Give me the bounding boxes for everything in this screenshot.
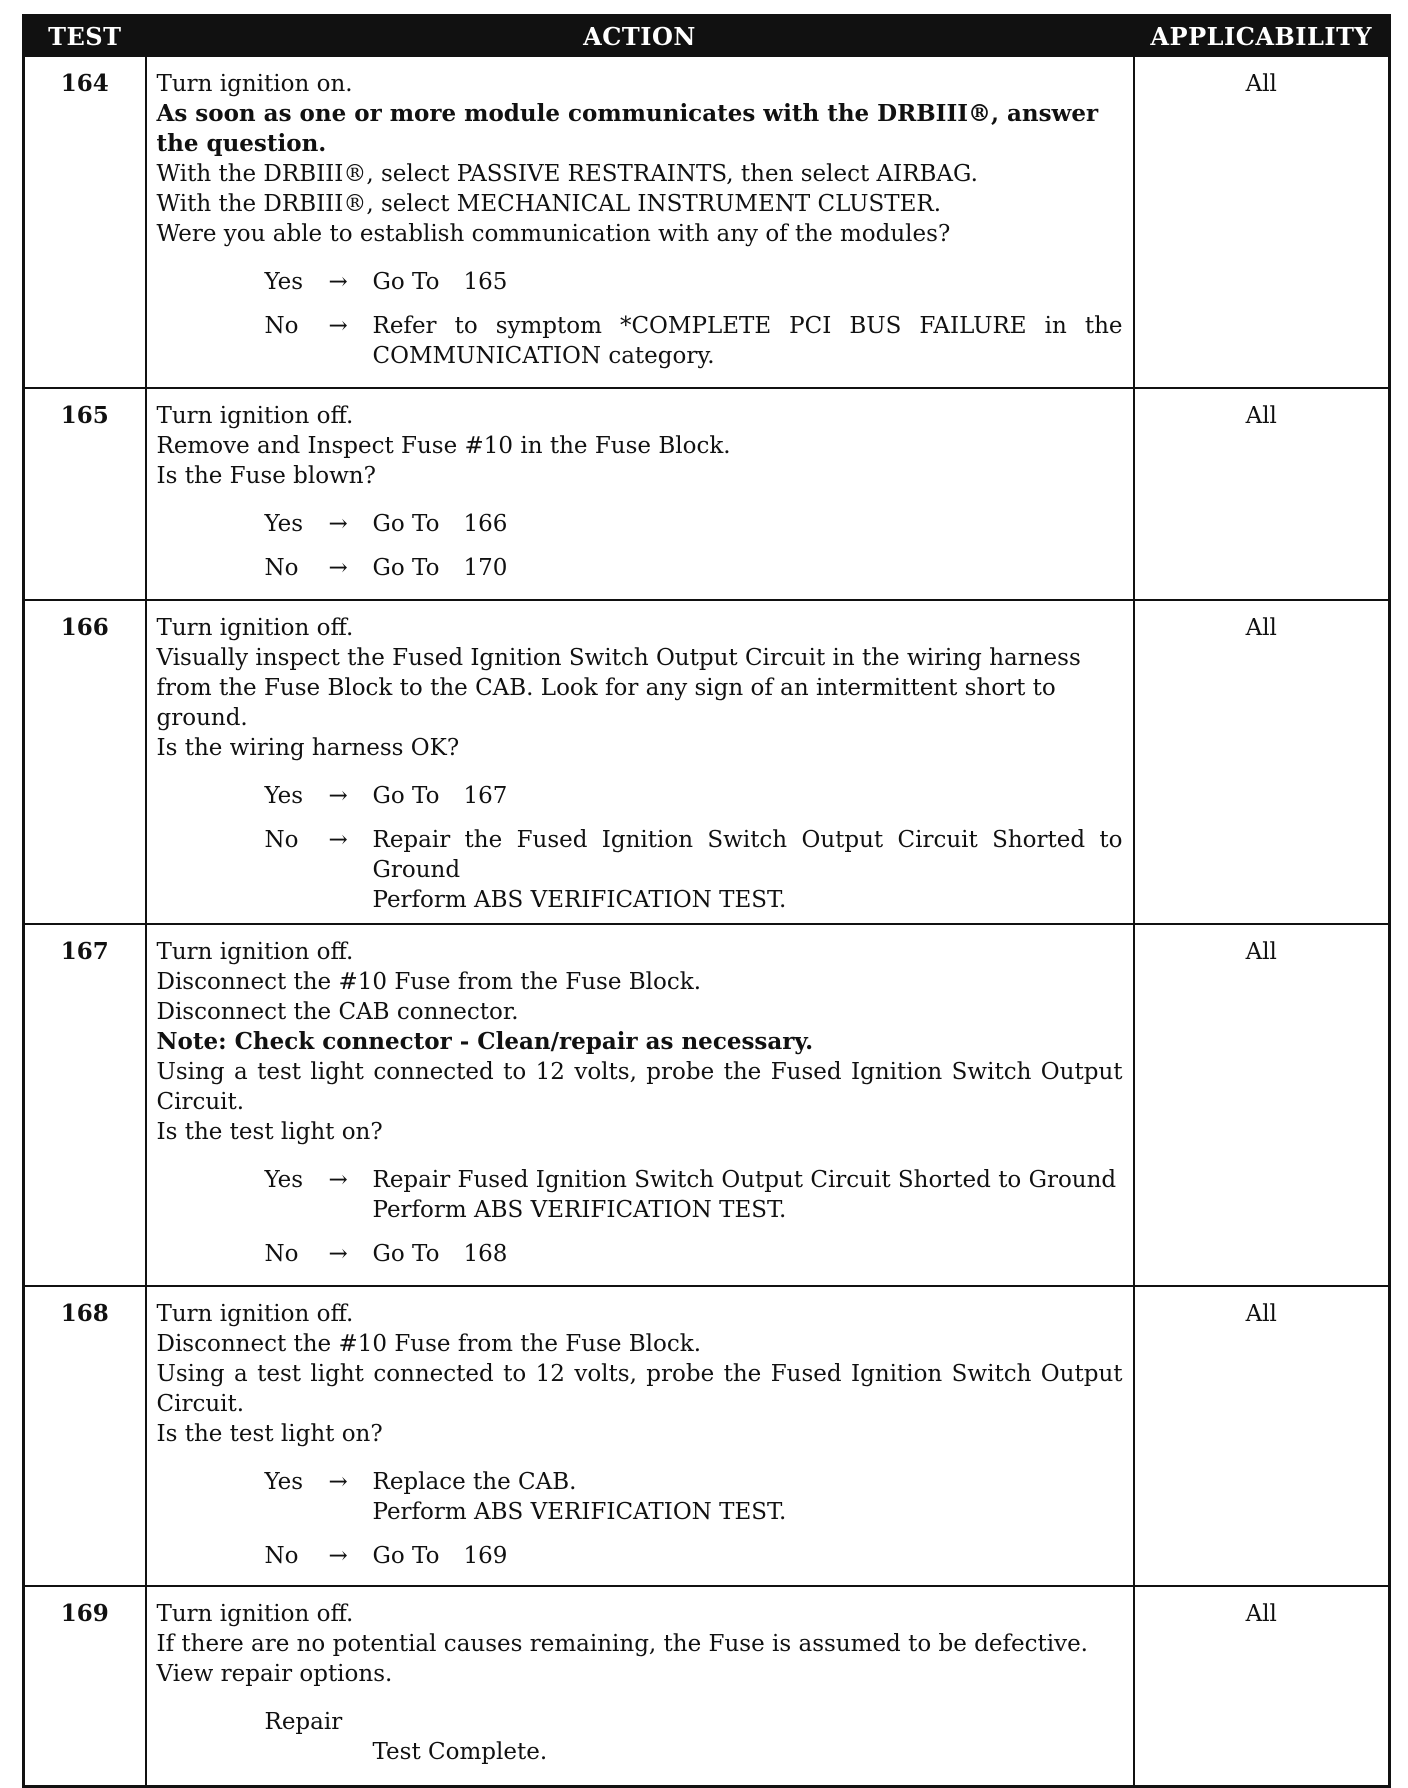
step: Is the test light on? <box>156 1421 383 1447</box>
arrow-icon: → <box>328 1543 348 1569</box>
test-number: 165 <box>24 388 146 600</box>
step: Visually inspect the Fused Ignition Switch Output Circuit in the wiring harness from the Fuse Block to the CAB. Look for any sign of an intermittent short to ground. <box>156 645 1081 731</box>
arrow-icon: → <box>328 783 348 809</box>
yes-option <box>265 1467 1123 1527</box>
goto-text: Go To <box>372 555 440 581</box>
no-label: No <box>264 827 299 853</box>
no-result-followup: Perform ABS VERIFICATION TEST. <box>372 887 787 913</box>
applicability-value: All <box>1134 600 1390 924</box>
goto-text: Go To <box>372 1543 440 1569</box>
step: Is the test light on? <box>156 1119 383 1145</box>
test-row-164 <box>24 56 1390 388</box>
step: With the DRBIII®, select PASSIVE RESTRAINTS, then select AIRBAG. <box>156 161 978 187</box>
step: Turn ignition off. <box>156 615 354 641</box>
step: With the DRBIII®, select MECHANICAL INSTRUMENT CLUSTER. <box>156 191 942 217</box>
arrow-icon: → <box>328 1241 348 1267</box>
yes-result: Replace the CAB. <box>372 1469 577 1495</box>
goto-number: 170 <box>463 555 508 581</box>
step: Turn ignition off. <box>156 939 354 965</box>
yes-option <box>265 509 1123 539</box>
repair-label: Repair <box>264 1709 343 1735</box>
test-number: 169 <box>24 1586 146 1786</box>
test-number: 164 <box>24 56 146 388</box>
yes-label: Yes <box>264 783 304 809</box>
test-number: 168 <box>24 1286 146 1586</box>
test-row-169 <box>24 1586 1390 1786</box>
applicability-value: All <box>1134 388 1390 600</box>
arrow-icon: → <box>328 827 348 853</box>
note: Note: Check connector - Clean/repair as necessary. <box>156 1028 814 1055</box>
goto-number: 169 <box>463 1543 508 1569</box>
no-option <box>265 311 1123 371</box>
arrow-icon: → <box>328 1469 348 1495</box>
header-action: ACTION <box>146 16 1134 57</box>
goto-text: Go To <box>372 269 440 295</box>
test-row-167 <box>24 924 1390 1286</box>
diagnostic-table <box>22 14 1391 1788</box>
test-row-166 <box>24 600 1390 924</box>
repair-result: Test Complete. <box>372 1739 548 1765</box>
action-cell <box>146 1586 1134 1786</box>
test-number: 167 <box>24 924 146 1286</box>
yes-result-followup: Perform ABS VERIFICATION TEST. <box>372 1197 787 1223</box>
applicability-value: All <box>1134 1586 1390 1786</box>
header-applicability: APPLICABILITY <box>1134 16 1390 57</box>
step: Turn ignition off. <box>156 403 354 429</box>
arrow-icon: → <box>328 511 348 537</box>
arrow-icon: → <box>328 313 348 339</box>
yes-label: Yes <box>264 1469 304 1495</box>
action-cell <box>146 924 1134 1286</box>
yes-label: Yes <box>264 269 304 295</box>
goto-number: 168 <box>463 1241 508 1267</box>
step: Using a test light connected to 12 volts, probe the Fused Ignition Switch Output Circuit. <box>156 1059 1123 1115</box>
test-row-165 <box>24 388 1390 600</box>
step: Is the Fuse blown? <box>156 463 376 489</box>
action-cell <box>146 600 1134 924</box>
step: Disconnect the #10 Fuse from the Fuse Block. <box>156 969 702 995</box>
step: Disconnect the #10 Fuse from the Fuse Block. <box>156 1331 702 1357</box>
step: Using a test light connected to 12 volts, probe the Fused Ignition Switch Output Circuit. <box>156 1361 1123 1417</box>
yes-option <box>265 781 1123 811</box>
step: As soon as one or more module communicates with the DRBIII®, answer the question. <box>156 100 1099 157</box>
no-option <box>265 1541 1123 1571</box>
goto-number: 166 <box>463 511 508 537</box>
goto-text: Go To <box>372 1241 440 1267</box>
header-test: TEST <box>24 16 146 57</box>
yes-option <box>265 1165 1123 1225</box>
goto-text: Go To <box>372 511 440 537</box>
no-option <box>265 825 1123 915</box>
goto-number: 167 <box>463 783 508 809</box>
no-label: No <box>264 1543 299 1569</box>
step: Is the wiring harness OK? <box>156 735 460 761</box>
no-option <box>265 1239 1123 1269</box>
step: If there are no potential causes remaining, the Fuse is assumed to be defective. <box>156 1631 1088 1657</box>
test-row-168 <box>24 1286 1390 1586</box>
applicability-value: All <box>1134 1286 1390 1586</box>
yes-result-followup: Perform ABS VERIFICATION TEST. <box>372 1499 787 1525</box>
step: Remove and Inspect Fuse #10 in the Fuse Block. <box>156 433 731 459</box>
action-cell <box>146 388 1134 600</box>
no-option <box>265 553 1123 583</box>
step: Disconnect the CAB connector. <box>156 999 519 1025</box>
step: Turn ignition off. <box>156 1301 354 1327</box>
arrow-icon: → <box>328 1167 348 1193</box>
step: Turn ignition on. <box>156 71 353 97</box>
procedure-sheet <box>22 14 1388 1788</box>
step: Were you able to establish communication with any of the modules? <box>156 221 951 247</box>
applicability-value: All <box>1134 924 1390 1286</box>
goto-text: Go To <box>372 783 440 809</box>
step: Turn ignition off. <box>156 1601 354 1627</box>
action-cell <box>146 1286 1134 1586</box>
yes-label: Yes <box>264 511 304 537</box>
arrow-icon: → <box>328 555 348 581</box>
applicability-value: All <box>1134 56 1390 388</box>
step: View repair options. <box>156 1661 393 1687</box>
yes-label: Yes <box>264 1167 304 1193</box>
test-number: 166 <box>24 600 146 924</box>
yes-result: Repair Fused Ignition Switch Output Circuit Shorted to Ground <box>372 1167 1117 1193</box>
no-label: No <box>264 555 299 581</box>
action-cell <box>146 56 1134 388</box>
no-label: No <box>264 1241 299 1267</box>
yes-option <box>265 267 1123 297</box>
arrow-icon: → <box>328 269 348 295</box>
goto-number: 165 <box>463 269 508 295</box>
header-row <box>24 16 1390 57</box>
no-result: Repair the Fused Ignition Switch Output Circuit Shorted to Ground <box>372 827 1123 883</box>
no-result: Refer to symptom *COMPLETE PCI BUS FAILURE in the COMMUNICATION category. <box>372 313 1123 369</box>
no-label: No <box>264 313 299 339</box>
